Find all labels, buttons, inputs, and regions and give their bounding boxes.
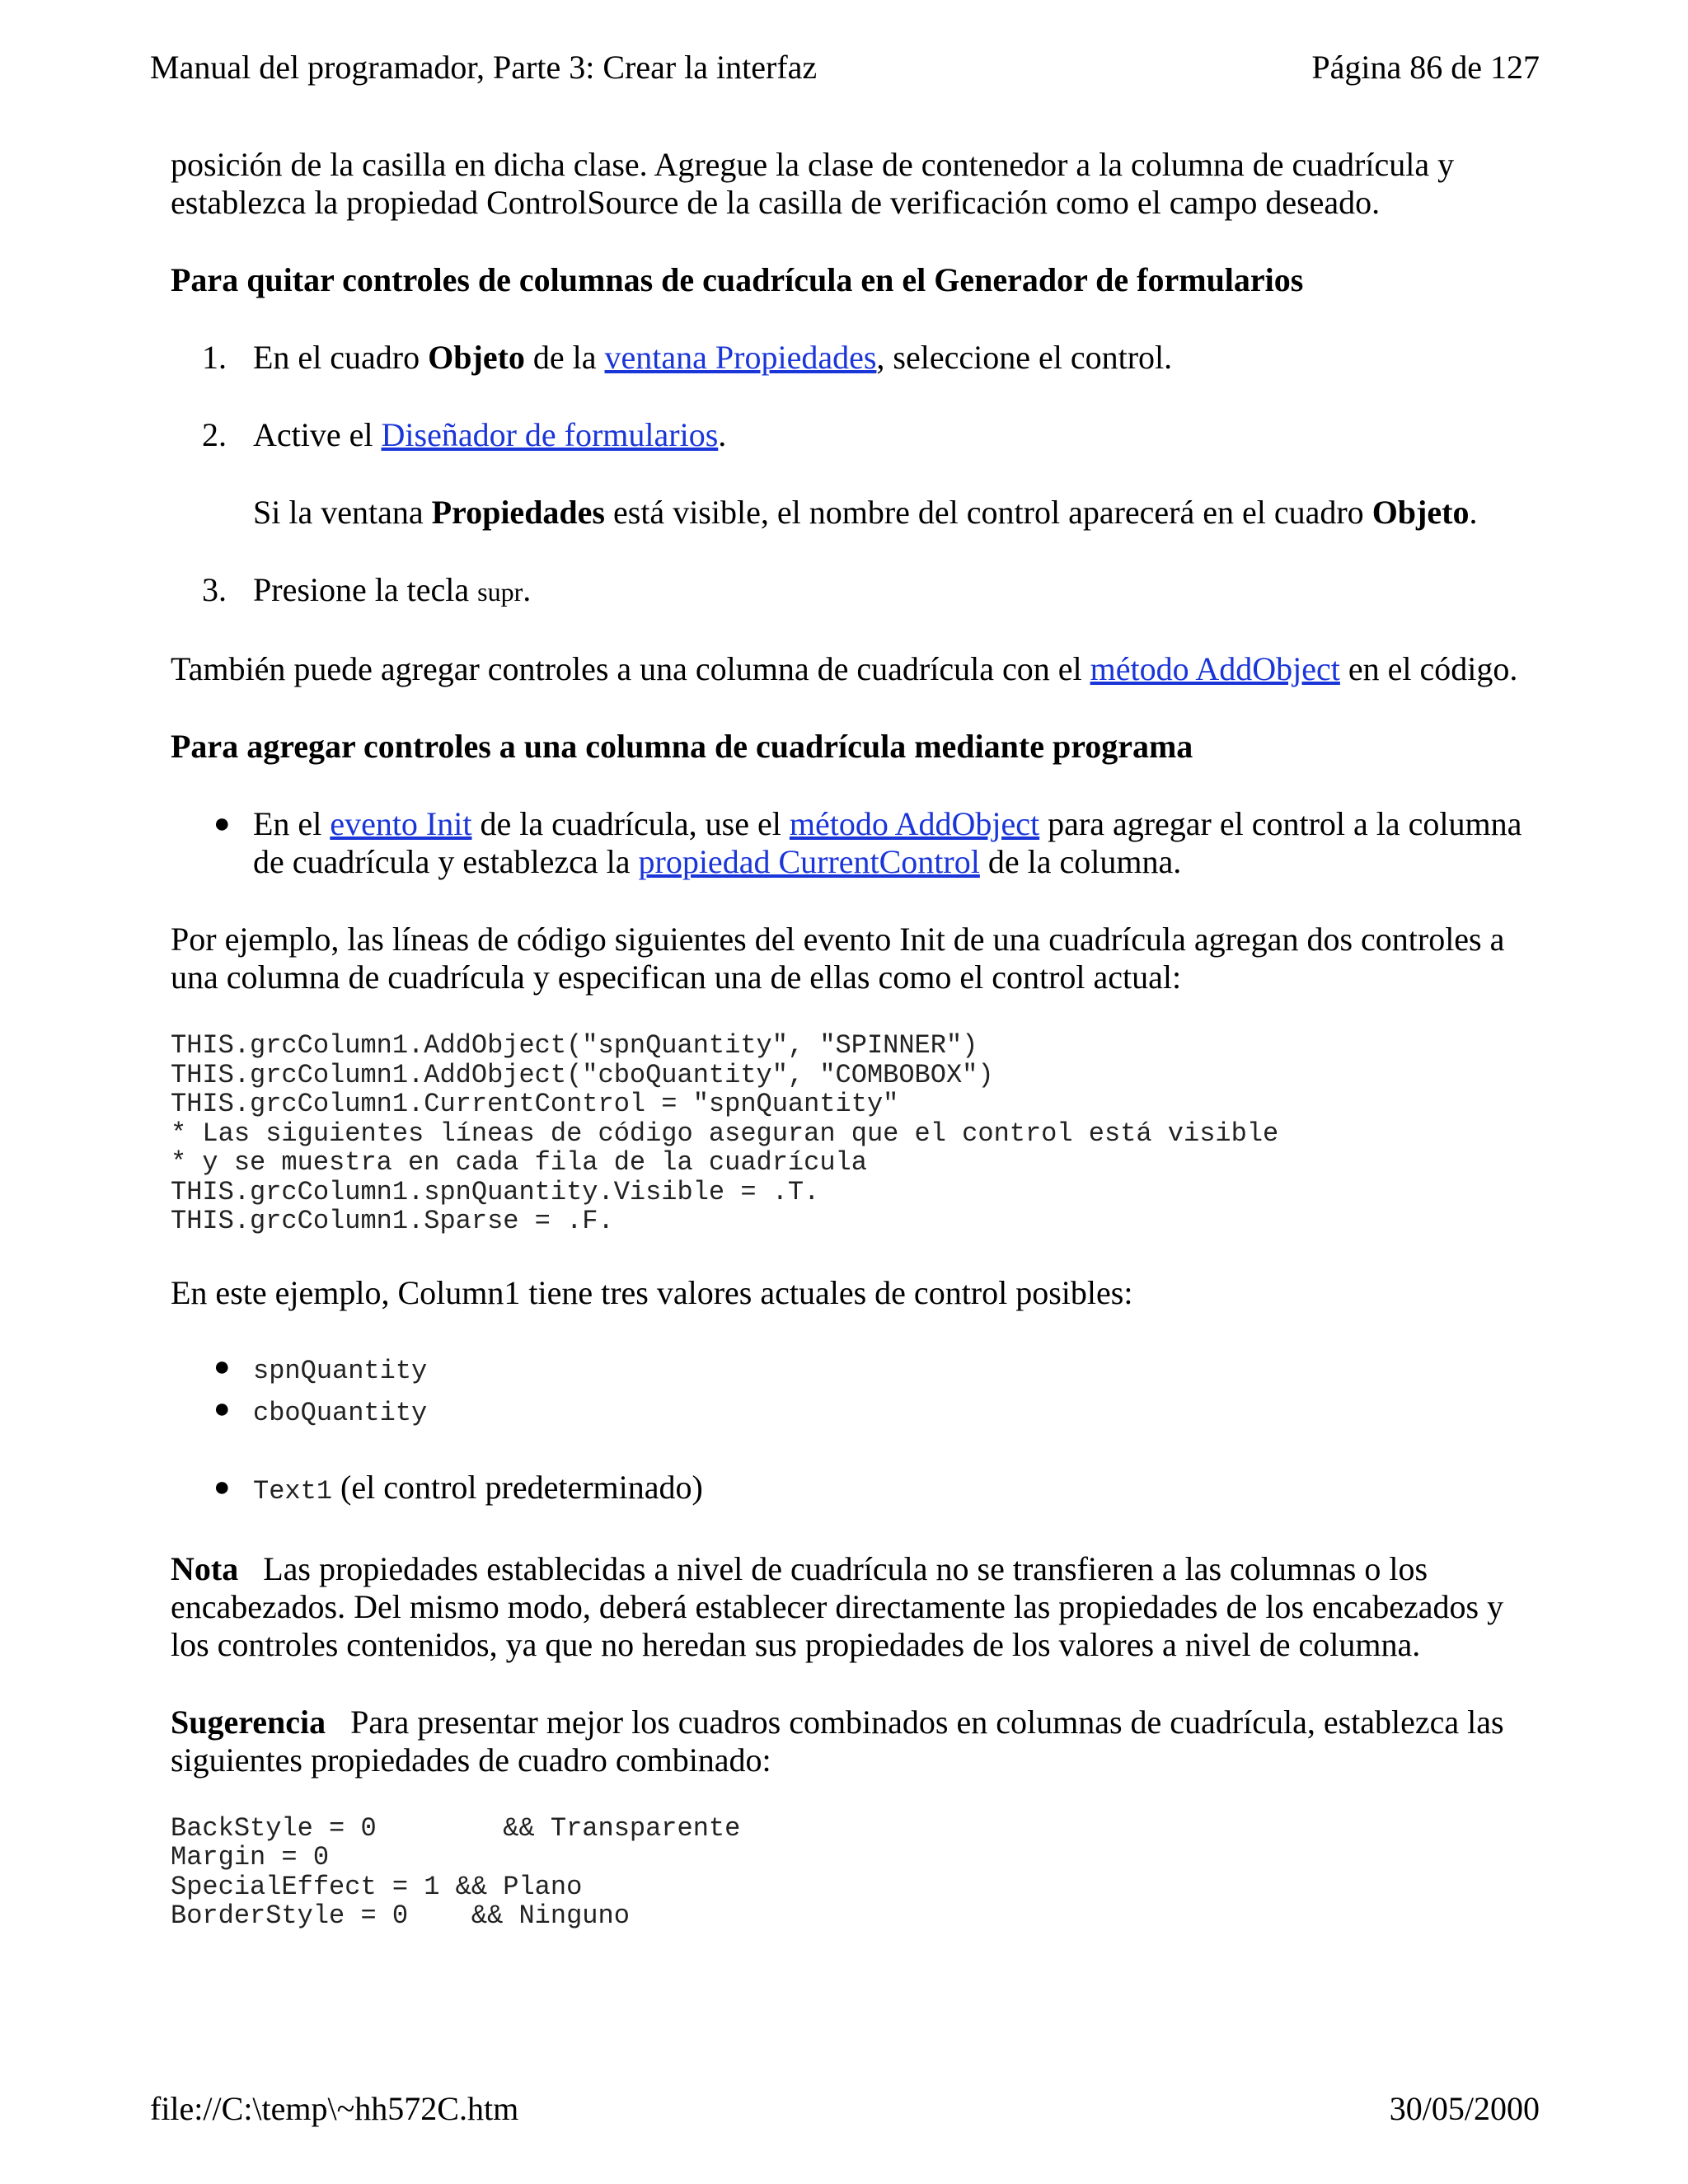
bullet-item-init: ● En el evento Init de la cuadrícula, use el método AddObject para agregar el control a la columna de cuadrícula y establezca la propiedad CurrentControl de la columna. <box>213 805 1522 880</box>
step-number: 1. <box>202 339 227 376</box>
code-block-combobox: BackStyle = 0 && Transparente Margin = 0 SpecialEffect = 1 && Plano BorderStyle = 0 && Ninguno <box>171 1812 741 1931</box>
step-number: 3. <box>202 571 227 608</box>
value-item-2: ● cboQuantity <box>171 1390 1522 1432</box>
page-number: Página 86 de 127 <box>1311 49 1540 86</box>
link-metodo-addobject-2[interactable]: método AddObject <box>789 805 1040 842</box>
intro-paragraph: posición de la casilla en dicha clase. Agregue la clase de contenedor a la columna de cuadrícula y establezca la propiedad ControlSource de la casilla de verificación como el campo deseado. <box>171 146 1455 221</box>
tip-paragraph: Sugerencia Para presentar mejor los cuadros combinados en columnas de cuadrícula, establezca las siguientes propiedades de cuadro combinado: <box>171 1703 1512 1779</box>
section-heading-add-controls: Para agregar controles a una columna de cuadrícula mediante programa <box>171 728 1193 765</box>
bullet-icon: ● <box>213 808 231 839</box>
also-paragraph: También puede agregar controles a una columna de cuadrícula con el método AddObject en el código. <box>171 650 1518 687</box>
link-disenador-formularios[interactable]: Diseñador de formularios <box>381 416 719 453</box>
values-intro: En este ejemplo, Column1 tiene tres valores actuales de control posibles: <box>171 1273 1133 1311</box>
link-propiedad-currentcontrol[interactable]: propiedad CurrentControl <box>638 843 980 880</box>
page-header-title: Manual del programador, Parte 3: Crear la interfaz <box>150 49 818 86</box>
bullet-icon: ● <box>213 1471 231 1502</box>
value-item-1: ● spnQuantity <box>171 1348 1522 1390</box>
key-name: supr <box>477 577 523 607</box>
link-evento-init[interactable]: evento Init <box>330 805 472 842</box>
page-footer-date: 30/05/2000 <box>1389 2090 1540 2127</box>
section-heading-remove-controls: Para quitar controles de columnas de cuadrícula en el Generador de formularios <box>171 261 1304 298</box>
bullet-icon: ● <box>213 1351 231 1382</box>
step-2: 2. Active el Diseñador de formularios. <box>202 416 727 453</box>
value-item-3: ● Text1 (el control predeterminado) <box>213 1468 703 1507</box>
document-body <box>171 146 1522 1931</box>
code-block-init: THIS.grcColumn1.AddObject("spnQuantity", "SPINNER") THIS.grcColumn1.AddObject("cboQuantity", "COMBOBOX") THIS.grcColumn1.CurrentControl = "spnQuantity" * Las siguientes líneas de código aseguran que el control está visible * y se muestra en cada fila de la cuadrícula THIS.grcColumn1.spnQuantity.Visible = .T. THIS.grcColumn1.Sparse = .F. <box>171 1030 1279 1236</box>
step-3: 3. Presione la tecla supr. <box>202 571 532 608</box>
step-1: 1. En el cuadro Objeto de la ventana Propiedades, seleccione el control. <box>202 339 1173 376</box>
note-label: Nota <box>171 1549 239 1587</box>
step-2-note: Si la ventana Propiedades está visible, el nombre del control aparecerá en el cuadro Objeto. <box>253 494 1478 531</box>
tip-label: Sugerencia <box>171 1703 326 1741</box>
note-paragraph: Nota Las propiedades establecidas a nivel de cuadrícula no se transfieren a las columnas o los encabezados. Del mismo modo, deberá establecer directamente las propiedades de los encabezados y los controles contenidos, ya que no heredan sus propiedades de los valores a nivel de columna. <box>171 1549 1512 1663</box>
bold-term: Objeto <box>428 339 525 376</box>
step-number: 2. <box>202 416 227 453</box>
link-metodo-addobject[interactable]: método AddObject <box>1090 650 1340 687</box>
page-footer-path: file://C:\temp\~hh572C.htm <box>150 2090 519 2127</box>
link-ventana-propiedades[interactable]: ventana Propiedades <box>604 339 877 376</box>
bullet-icon: ● <box>213 1393 231 1424</box>
example-intro: Por ejemplo, las líneas de código siguientes del evento Init de una cuadrícula agregan dos controles a una columna de cuadrícula y especifican una de ellas como el control actual: <box>171 921 1505 996</box>
